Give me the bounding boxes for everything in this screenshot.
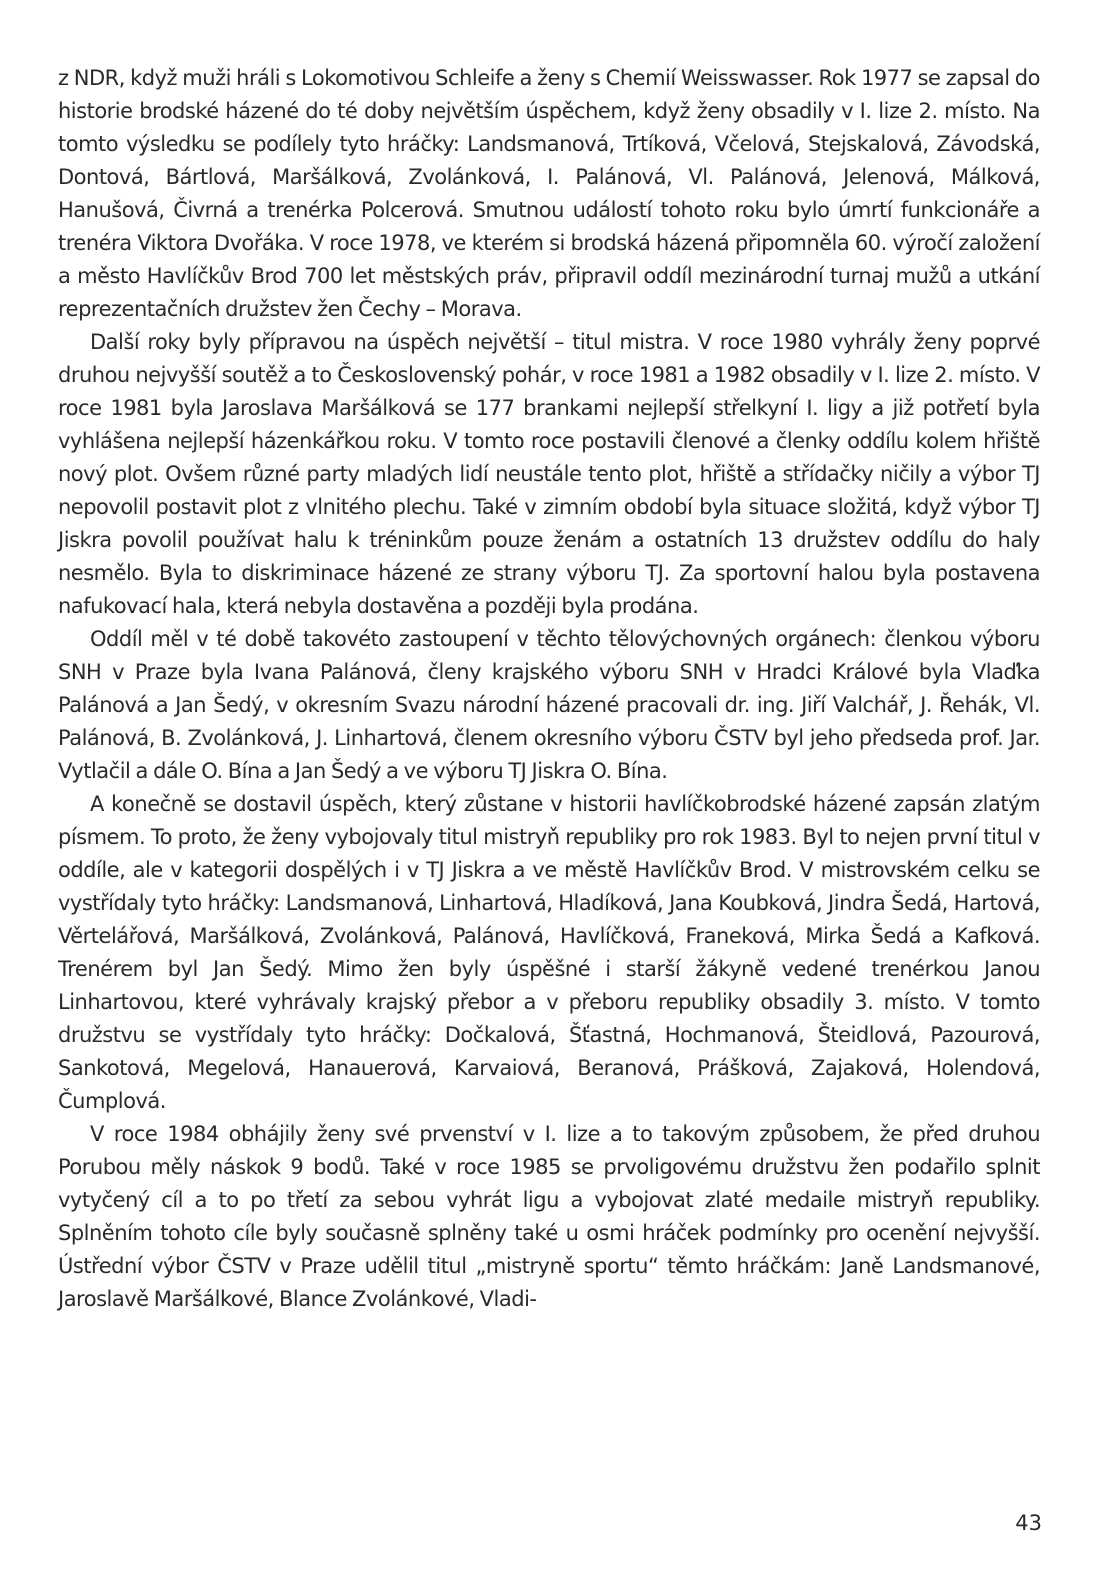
paragraph-2: Další roky byly přípravou na úspěch největší – titul mistra. V roce 1980 vyhrály ženy poprvé druhou nejvyšší soutěž a to Československý pohár, v roce 1981 a 1982 obsadily v I. lize 2. místo. V roce 1981 byla Jaroslava Maršálková se 177 brankami nejlepší střelkyní I. ligy a již potřetí byla vyhlášena nejlepší házenkářkou roku. V tomto roce postavili členové a členky oddílu kolem hřiště nový plot. Ovšem různé party mladých lidí neustále tento plot, hřiště a střídačky ničily a výbor TJ nepovolil postavit plot z vlnitého plechu. Také v zimním období byla situace složitá, když výbor TJ Jiskra povolil používat halu k tréninkům pouze ženám a ostatních 13 družstev oddílu do haly nesmělo. Byla to diskriminace házené ze strany výboru TJ. Za sportovní halou byla postavena nafukovací hala, která nebyla dostavěna a později byla prodána. bbox=[58, 330, 1040, 618]
paragraph-3: Oddíl měl v té době takovéto zastoupení v těchto tělovýchovných orgánech: členkou výboru SNH v Praze byla Ivana Palánová, členy krajského výboru SNH v Hradci Králové byla Vlaďka Palánová a Jan Šedý, v okresním Svazu národní házené pracovali dr. ing. Jiří Valchář, J. Řehák, Vl. Palánová, B. Zvolánková, J. Linhartová, členem okresního výboru ČSTV byl jeho předseda prof. Jar. Vytlačil a dále O. Bína a Jan Šedý a ve výboru TJ Jiskra O. Bína. bbox=[58, 627, 1040, 783]
paragraph-4: A konečně se dostavil úspěch, který zůstane v historii havlíčkobrodské házené zapsán zlatým písmem. To proto, že ženy vybojovaly titul mistryň republiky pro rok 1983. Byl to nejen první titul v oddíle, ale v kategorii dospělých i v TJ Jiskra a ve městě Havlíčkův Brod. V mistrovském celku se vystřídaly tyto hráčky: Landsmanová, Linhartová, Hladíková, Jana Koubková, Jindra Šedá, Hartová, Věrtelářová, Maršálková, Zvolánková, Palánová, Havlíčková, Franeková, Mirka Šedá a Kafková. Trenérem byl Jan Šedý. Mimo žen byly úspěšné i starší žákyně vedené trenérkou Janou Linhartovou, které vyhrávaly krajský přebor a v přeboru republiky obsadily 3. místo. V tomto družstvu se vystřídaly tyto hráčky: Dočkalová, Šťastná, Hochmanová, Šteidlová, Pazourová, Sankotová, Megelová, Hanauerová, Karvaiová, Beranová, Prášková, Zajaková, Holendová, Čumplová. bbox=[58, 792, 1040, 1113]
paragraph-1: z NDR, když muži hráli s Lokomotivou Schleife a ženy s Chemií Weisswasser. Rok 1977 se zapsal do historie brodské házené do té doby největším úspěchem, když ženy obsadily v I. lize 2. místo. Na tomto výsledku se podílely tyto hráčky: Landsmanová, Trtíková, Včelová, Stejskalová, Závodská, Dontová, Bártlová, Maršálková, Zvolánková, I. Palánová, Vl. Palánová, Jelenová, Málková, Hanušová, Čivrná a trenérka Polcerová. Smutnou událostí tohoto roku bylo úmrtí funkcionáře a trenéra Viktora Dvořáka. V roce 1978, ve kterém si brodská házená připomněla 60. výročí založení a město Havlíčkův Brod 700 let městských práv, připravil oddíl mezinárodní turnaj mužů a utkání reprezentačních družstev žen Čechy – Morava. bbox=[58, 66, 1040, 321]
paragraph-5: V roce 1984 obhájily ženy své prvenství v I. lize a to takovým způsobem, že před druhou Porubou měly náskok 9 bodů. Také v roce 1985 se prvoligovému družstvu žen podařilo splnit vytyčený cíl a to po třetí za sebou vyhrát ligu a vybojovat zlaté medaile mistryň republiky. Splněním tohoto cíle byly současně splněny také u osmi hráček podmínky pro ocenění nejvyšší. Ústřední výbor ČSTV v Praze udělil titul „mistryně sportu“ těmto hráčkám: Janě Landsmanové, Jaroslavě Maršálkové, Blance Zvolánkové, Vladi- bbox=[58, 1122, 1040, 1311]
page-number: 43 bbox=[1015, 1511, 1042, 1535]
body-text bbox=[58, 62, 1040, 1316]
